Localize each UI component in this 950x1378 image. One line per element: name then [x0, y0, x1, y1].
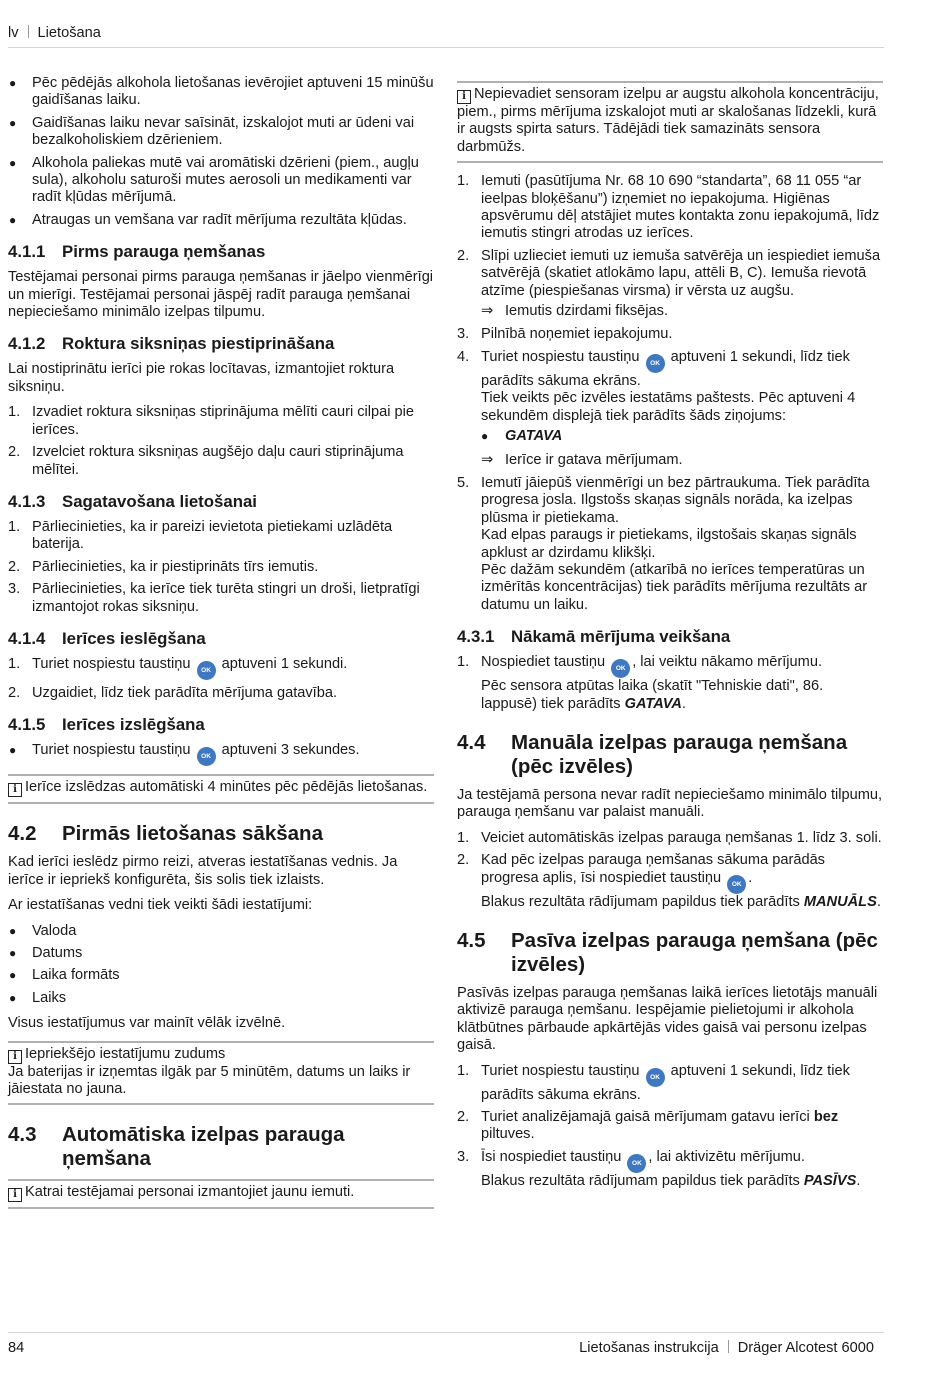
page-footer: [8, 1332, 884, 1357]
section-heading-4-5: 4.5 Pasīva izelpas parauga ņemšana (pēc izvēles): [457, 929, 878, 976]
intro-bullet-list: [8, 75, 434, 229]
info-note: i Nepievadiet sensoram izelpu ar augstu alkohola koncentrāciju, piem., pirms mērījuma izskalojot muti ar skalošanas līdzekli, kurā ir augsts spirta saturs. Tādējādi tiek samazināts sensora darbmūžs.: [457, 81, 883, 163]
list-item: 2. Kad pēc izelpas parauga ņemšanas sākuma parādās progresa aplis, īsi nospiediet taustiņu OK . Blakus rezultāta rādījumam papildus tiek parādīts MANUĀLS.: [457, 852, 881, 910]
info-icon: i: [8, 783, 22, 797]
info-note: i Iepriekšējo iestatījumu zudums Ja baterijas ir izņemtas ilgāk par 5 minūtēm, datums un laiks ir jāiestata no jauna.: [8, 1041, 434, 1106]
list-item: 2. Izvelciet roktura siksniņas augšējo daļu cauri stiprinājuma mēlītei.: [8, 444, 404, 478]
footer-doc-info: [579, 1340, 874, 1357]
paragraph: Visus iestatījumus var mainīt vēlāk izvēlnē.: [8, 1015, 286, 1032]
header-section: Lietošana: [37, 25, 101, 41]
ok-button-icon: OK: [197, 747, 216, 766]
section-heading-4-1-1: 4.1.1 Pirms parauga ņemšanas: [8, 242, 266, 262]
section-heading-4-1-5: 4.1.5 Ierīces izslēgšana: [8, 715, 205, 735]
step-list: [457, 173, 883, 614]
info-icon: i: [8, 1188, 22, 1202]
paragraph: Kad ierīci ieslēdz pirmo reizi, atveras iestatīšanas vednis. Ja ierīce ir iepriekš konfigurēta, šis solis tiek izlaists.: [8, 854, 398, 888]
bullet-list: [8, 923, 434, 1008]
list-item: ● Turiet nospiestu taustiņu OK aptuveni 3 sekundes.: [8, 742, 434, 766]
info-icon: i: [457, 90, 471, 104]
step-list: [8, 656, 434, 702]
ok-button-icon: OK: [727, 875, 746, 894]
paragraph: Ja testējamā persona nevar radīt nepieciešamo minimālo tilpumu, parauga ņemšanu var palaist manuāli.: [457, 786, 883, 821]
list-item: ● Laiks: [9, 989, 67, 1006]
list-item: 4. Turiet nospiestu taustiņu OK aptuveni 1 sekundi, līdz tiek parādīts sākuma ekrāns. Tiek veikts pēc izvēles iestatāms paštests. Pēc aptuveni 4 sekundēm displejā tiek parādīts šāds ziņojums: ● GATAVA ⇒ Ierīce ir gatava mērījumam.: [457, 349, 883, 469]
language-code: lv: [8, 25, 19, 41]
step-list: [457, 830, 883, 911]
display-message: ● GATAVA: [481, 428, 563, 445]
info-icon: i: [8, 1050, 22, 1064]
step-list: [8, 404, 434, 479]
section-heading-4-1-2: 4.1.2 Roktura siksniņas piestiprināšana: [8, 334, 335, 354]
list-item: 2. Turiet analizējamajā gaisā mērījumam gatavu ierīci bez piltuves.: [457, 1109, 839, 1143]
result-line: ⇒ Iemutis dzirdami fiksējas.: [481, 303, 669, 320]
step-list: [8, 519, 434, 616]
bullet-list: [8, 742, 434, 766]
list-item: 1. Iemuti (pasūtījuma Nr. 68 10 690 “standarta”, 68 11 055 “ar ieelpas bloķēšanu”) izņemiet no iepakojuma. Higiēnas apsvērumu dēļ atstājiet mutes kontakta zonu iepakojumā, līdz iemutis stingri atrodas uz ierīces.: [457, 173, 880, 242]
paragraph: Ar iestatīšanas vedni tiek veikti šādi iestatījumi:: [8, 897, 313, 914]
list-item: 3. Īsi nospiediet taustiņu OK , lai aktivizētu mērījumu. Blakus rezultāta rādījumam papildus tiek parādīts PASĪVS.: [457, 1148, 861, 1189]
section-heading-4-3-1: 4.3.1 Nākamā mērījuma veikšana: [457, 627, 731, 647]
ok-button-icon: OK: [646, 354, 665, 373]
ok-button-icon: OK: [627, 1154, 646, 1173]
product-name: Dräger Alcotest 6000: [737, 1340, 874, 1356]
page-header: [8, 25, 884, 48]
list-item: 5. Iemutī jāiepūš vienmērīgi un bez pārtraukuma. Tiek parādīta progresa josla. Ilgstošs skaņas signāls norāda, ka izelpas plūsma ir pietiekama. Kad elpas paraugs ir pietiekams, ilgstošais skaņas signāls apklust ar dzirdamu klikšķi. Pēc dažām sekundēm (atkarībā no ierīces temperatūras un izmērītās koncentrācijas) tiek parādīts mērījuma rezultāts ar datumu un laiku.: [457, 474, 870, 613]
list-item: 2. Pārliecinieties, ka ir piestiprināts tīrs iemutis.: [8, 558, 319, 575]
list-item: ● Alkohola paliekas mutē vai aromātiski dzērieni (piem., augļu sula), alkoholu saturoši mutes aerosoli un medikamenti var radīt kļūdas mērījumā.: [9, 154, 419, 206]
ok-button-icon: OK: [611, 659, 630, 678]
list-item: ● Valoda: [9, 922, 77, 939]
info-note: i Katrai testējamai personai izmantojiet jaunu iemuti.: [8, 1179, 434, 1209]
list-item: 1. Pārliecinieties, ka ir pareizi ievietota pietiekami uzlādēta baterija.: [8, 518, 393, 553]
list-item: ● Gaidīšanas laiku nevar saīsināt, izskalojot muti ar ūdeni vai bezalkoholiskiem dzērieniem.: [9, 114, 415, 149]
step-list: [457, 654, 883, 713]
header-separator: [28, 25, 29, 38]
page-number: 84: [8, 1340, 25, 1356]
list-item: ● Datums: [9, 944, 83, 961]
list-item: 1. Izvadiet roktura siksniņas stiprinājuma mēlīti cauri cilpai pie ierīces.: [8, 404, 415, 438]
list-item: 2. Slīpi uzlieciet iemuti uz iemuša satvērēja un iespiediet iemuša satvērējā (skatiet atlokāmo lapu, attēli B, C). Iemuša rievotā atzīme (piespiešanas virsma) ir vērsta uz augšu. ⇒ Iemutis dzirdami fiksējas.: [457, 248, 883, 321]
section-heading-4-3: 4.3 Automātiska izelpas parauga ņemšana: [8, 1123, 345, 1171]
section-heading-4-2: 4.2 Pirmās lietošanas sākšana: [8, 822, 323, 846]
step-list: [457, 1063, 883, 1191]
ok-button-icon: OK: [646, 1068, 665, 1087]
list-item: 1. Turiet nospiestu taustiņu OK aptuveni 1 sekundi.: [8, 656, 434, 680]
document-title: Lietošanas instrukcija: [579, 1340, 719, 1356]
list-item: 1. Turiet nospiestu taustiņu OK aptuveni 1 sekundi, līdz tiek parādīts sākuma ekrāns.: [457, 1062, 850, 1103]
section-heading-4-4: 4.4 Manuāla izelpas parauga ņemšana (pēc izvēles): [457, 730, 848, 778]
paragraph: Lai nostiprinātu ierīci pie rokas locītavas, izmantojiet roktura siksniņu.: [8, 361, 395, 395]
left-column: [8, 75, 434, 1219]
list-item: 1. Nospiediet taustiņu OK , lai veiktu nākamo mērījumu. Pēc sensora atpūtas laika (skatīt "Tehniskie dati", 86. lappusē) tiek parādīts GATAVA.: [457, 654, 824, 712]
section-heading-4-1-3: 4.1.3 Sagatavošana lietošanai: [8, 491, 257, 511]
footer-separator: [728, 1340, 729, 1353]
right-column: [457, 75, 883, 1198]
list-item: 3. Pilnībā noņemiet iepakojumu.: [457, 326, 673, 343]
list-item: ● Atraugas un vemšana var radīt mērījuma rezultāta kļūdas.: [9, 211, 407, 228]
list-item: 2. Uzgaidiet, līdz tiek parādīta mērījuma gatavība.: [8, 684, 338, 701]
info-note: i Ierīce izslēdzas automātiski 4 minūtes pēc pēdējās lietošanas.: [8, 774, 434, 804]
list-item: 1. Veiciet automātiskās izelpas parauga ņemšanas 1. līdz 3. soli.: [457, 829, 882, 846]
paragraph: Testējamai personai pirms parauga ņemšanas ir jāelpo vienmērīgi un mierīgi. Testējamai personai jāspēj radīt parauga ņemšanai nepieciešamo minimālo izelpas tilpumu.: [8, 269, 434, 321]
list-item: ● Pēc pēdējās alkohola lietošanas ievērojiet aptuveni 15 minūšu gaidīšanas laiku.: [9, 75, 434, 109]
list-item: ● Laika formāts: [9, 967, 120, 984]
ok-button-icon: OK: [197, 661, 216, 680]
paragraph: Pasīvās izelpas parauga ņemšanas laikā ierīces lietotājs manuāli aktivizē parauga ņemšanu. Iespējamie pielietojumi ir alkohola klātbūtnes pārbaude apkārtējās vides gaisā vai personu izelpas gaisā.: [457, 985, 878, 1054]
list-item: 3. Pārliecinieties, ka ierīce tiek turēta stingri un droši, lietpratīgi izmantojot rokas siksniņu.: [8, 581, 420, 615]
section-heading-4-1-4: 4.1.4 Ierīces ieslēgšana: [8, 628, 206, 648]
result-line: ⇒ Ierīce ir gatava mērījumam.: [481, 451, 683, 468]
